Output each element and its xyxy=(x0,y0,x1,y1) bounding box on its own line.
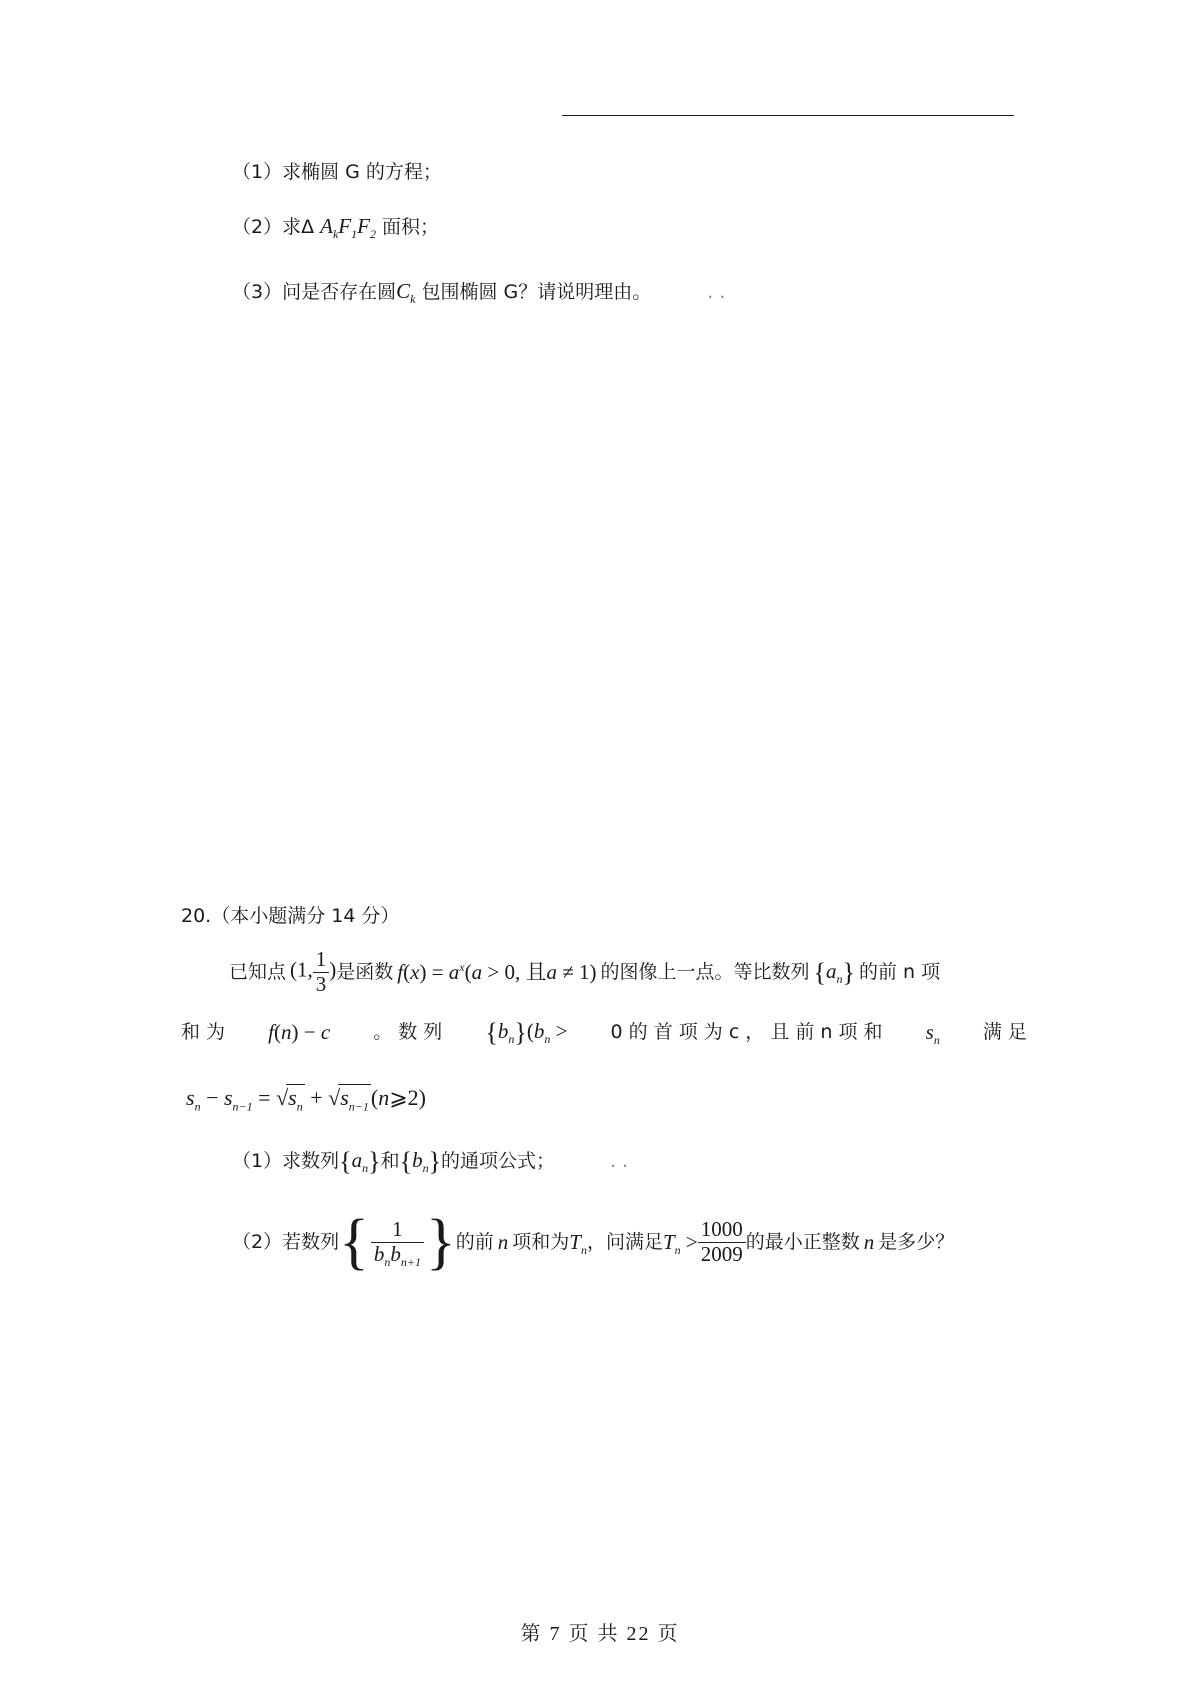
seq-an: $\{a_n\}$ xyxy=(813,958,855,988)
q19-part3-dots: . . xyxy=(707,281,726,303)
var-tn: $T_n$ xyxy=(569,1230,587,1258)
q20-sub2-e: 是多少？ xyxy=(878,1231,955,1253)
q20-sub2 xyxy=(232,1202,954,1282)
point-expr: (1, $\frac{1}{3}$ ) xyxy=(290,947,337,996)
fn-minus-c: f(n) − c xyxy=(268,1020,331,1045)
q19-part3-suffix: 包围椭圆 G？请说明理由。 xyxy=(421,281,652,303)
var-n-2: n xyxy=(863,1230,875,1254)
q20-sub1 xyxy=(232,1147,629,1177)
seq-bn: $\{b_n\}(b_n$ > xyxy=(485,1018,568,1048)
triangle-formula: $A_kF_1F_2$ xyxy=(320,214,376,242)
left-big-brace: { xyxy=(339,1208,369,1276)
q19-part3-prefix: （3）问是否存在圆 xyxy=(232,281,397,303)
q19-part2-prefix: （2）求Δ xyxy=(232,216,315,238)
q20-p2-c: 0 的 首 项 为 c ， 且 前 n 项 和 xyxy=(610,1021,883,1044)
q19-part1-text: （1）求椭圆 G 的方程； xyxy=(232,161,442,183)
q20-p1-b: 是函数 xyxy=(336,961,394,983)
top-rule xyxy=(562,115,1014,116)
circle-ck: $C_k$ xyxy=(396,279,416,307)
recurrence-formula: $s_n - s_{n-1} = √s_n$ + $√s_{n-1}(n⩾2)$ xyxy=(186,1085,426,1114)
q20-sub2-c: ，问满足 xyxy=(586,1231,663,1253)
q20-p2-a: 和 为 xyxy=(181,1021,226,1044)
var-n: n xyxy=(497,1230,509,1254)
q20-line1 xyxy=(229,942,940,1002)
page-footer: 第 7 页 共 22 页 xyxy=(520,1623,680,1645)
q20-sub1-suffix: 的通项公式； xyxy=(441,1150,556,1173)
q20-sub1-mid: 和 xyxy=(380,1150,400,1173)
q20-p1-d: 的前 n 项 xyxy=(858,961,941,983)
q19-part2 xyxy=(232,214,440,242)
frac-1000-2009: $\frac{1000}{2009}$ xyxy=(698,1218,746,1265)
q20-p1-c: 的图像上一点。等比数列 xyxy=(600,961,810,983)
q20-sub2-a: 的前 xyxy=(455,1231,494,1253)
right-big-brace: } xyxy=(425,1208,456,1276)
sub1-seq-bn: $\{b_n\}$ xyxy=(399,1147,442,1177)
frac-one-third: $\frac{1}{3}$ xyxy=(313,948,330,995)
tn-ineq: $T_n$ > xyxy=(662,1230,698,1258)
function-expr: $f(x) = a^x(a > 0$, 且a ≠ 1) xyxy=(397,960,597,984)
q19-part3 xyxy=(232,279,726,307)
q20-heading: 20.（本小题满分 14 分） xyxy=(181,905,400,927)
q20-p2-d: 满 足 xyxy=(982,1021,1027,1044)
q20-sub1-prefix: （1）求数列 xyxy=(232,1150,340,1173)
sum-sn: $s_n$ xyxy=(925,1020,940,1048)
frac-one-over-bnbn1: $\frac{1}{b_nb_{n+1}}$ xyxy=(371,1218,424,1265)
q19-part2-suffix: 面积； xyxy=(382,216,440,238)
q19-part1 xyxy=(232,160,442,184)
q20-line2 xyxy=(181,1018,1027,1048)
q20-sub2-prefix: （2）若数列 xyxy=(232,1231,340,1253)
q20-p1-a: 已知点 xyxy=(229,961,287,983)
q20-sub2-b: 项和为 xyxy=(512,1231,570,1253)
sub1-seq-an: $\{a_n\}$ xyxy=(339,1147,381,1177)
q20-sub2-d: 的最小正整数 xyxy=(745,1231,860,1253)
q20-sub1-dots: . . xyxy=(610,1150,629,1173)
q20-p2-b: 。 数 列 xyxy=(373,1021,443,1044)
